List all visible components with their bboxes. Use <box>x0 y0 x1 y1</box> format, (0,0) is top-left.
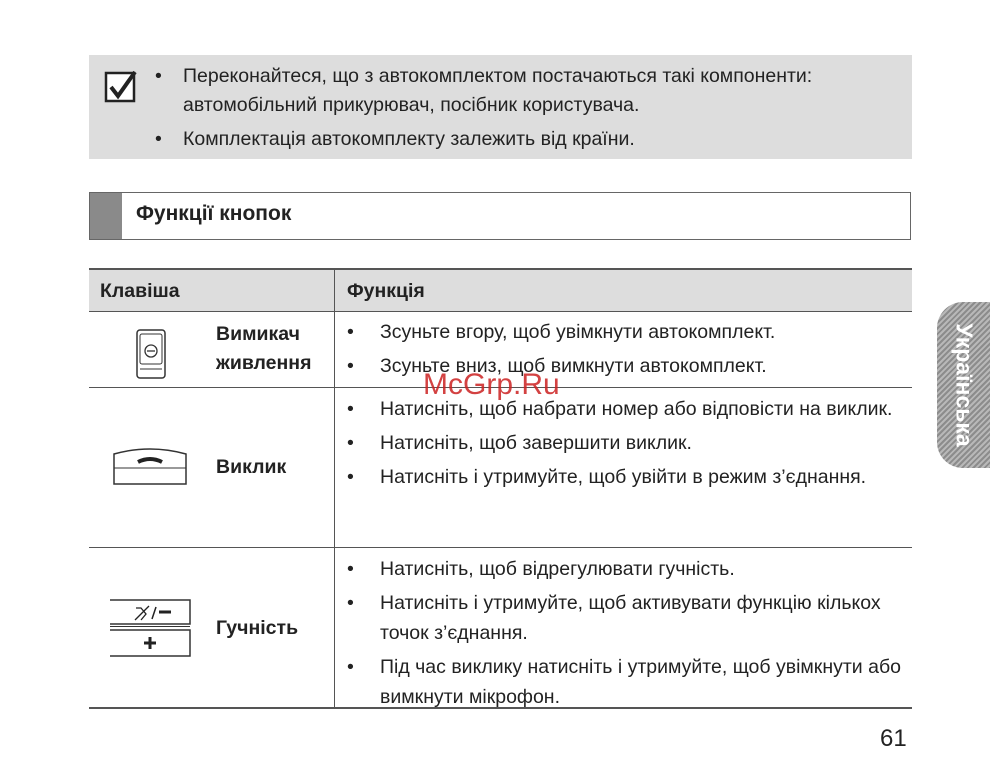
table-row <box>89 388 912 548</box>
function-item: • Натисніть, щоб відрегулювати гучність. <box>347 554 907 584</box>
key-name: Гучність <box>216 617 299 639</box>
watermark: McGrp.Ru <box>423 368 560 401</box>
function-item: • Зсуньте вгору, щоб увімкнути автокомплект. <box>347 317 907 347</box>
header-function: Функція <box>347 280 425 302</box>
checkmark-box-icon <box>104 69 138 103</box>
function-item: • Натисніть і утримуйте, щоб увійти в режим з’єднання. <box>347 462 907 492</box>
function-item: • Під час виклику натисніть і утримуйте, щоб увімкнути або вимкнути мікрофон. <box>347 652 907 712</box>
language-tab-label: Українська <box>951 323 977 447</box>
section-bar <box>90 193 122 239</box>
power-switch-icon <box>136 329 166 379</box>
header-key: Клавіша <box>100 280 180 302</box>
section-title: Функції кнопок <box>136 202 292 225</box>
key-name: Виклик <box>216 456 287 478</box>
function-list <box>347 394 907 496</box>
function-item: • Натисніть і утримуйте, щоб активувати функцію кількох точок з’єднання. <box>347 588 907 648</box>
function-item: • Зсуньте вниз, щоб вимкнути автокомплект. <box>347 351 907 381</box>
note-list <box>155 62 912 159</box>
function-list <box>347 554 907 716</box>
call-button-icon <box>112 440 188 486</box>
button-functions-table <box>89 268 912 709</box>
note-box <box>89 55 912 159</box>
key-name: Вимикач живлення <box>216 323 312 374</box>
function-item: • Натисніть, щоб набрати номер або відповісти на виклик. <box>347 394 907 424</box>
note-item: • Переконайтеся, що з автокомплектом постачаються такі компоненти: автомобільний прикурювач, посібник користувача. <box>155 62 912 120</box>
page-number: 61 <box>880 725 907 752</box>
table-header <box>89 268 912 312</box>
section-header <box>89 192 911 240</box>
function-item: • Натисніть, щоб завершити виклик. <box>347 428 907 458</box>
note-item: • Комплектація автокомплекту залежить від країни. <box>155 125 912 154</box>
language-tab <box>937 302 990 468</box>
table-row <box>89 548 912 709</box>
volume-buttons-icon <box>108 598 192 658</box>
